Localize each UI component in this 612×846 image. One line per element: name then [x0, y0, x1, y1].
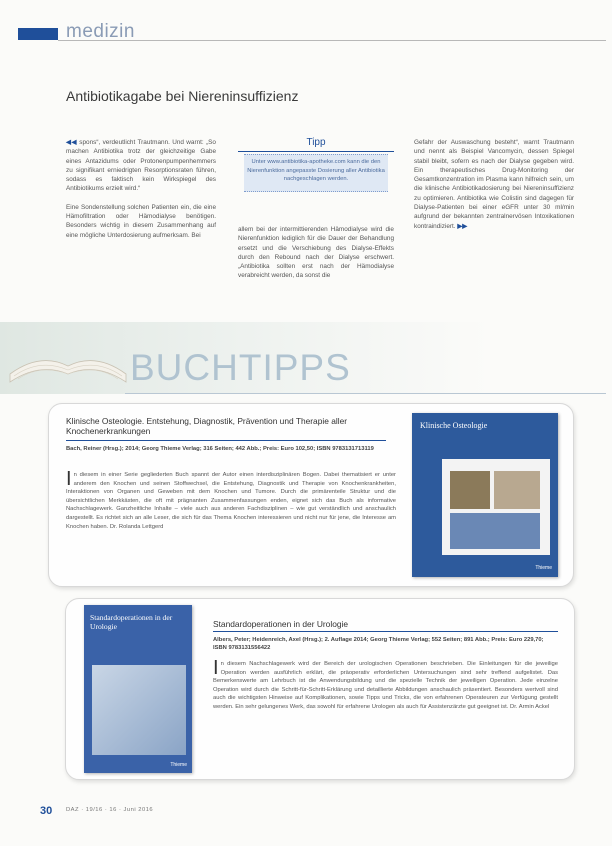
continuation-arrow-icon: ◀◀ [66, 139, 77, 146]
article-column-3 [414, 138, 574, 231]
review-author: Dr. Armin Ackel [510, 703, 550, 710]
section-title: medizin [66, 21, 135, 42]
page-number: 30 [40, 805, 53, 817]
book-title: Klinische Osteologie. Entstehung, Diagnostik, Prävention und Therapie aller Knochenerkrankungen [66, 416, 348, 436]
book-title: Standardoperationen in der Urologie [213, 619, 349, 629]
paragraph-text: spons“, verdeutlicht Trautmann. Und warnt: „So machen Antibiotika trotz der gleichzeitige Gabe eines Antazidums oder Protonenpumpenhemmers zu signifikant erniedrigten Resorptionsraten führen, sodass es faktisch kein Wirkspiegel des Antibiotikums erzielt wird.“ [66, 139, 216, 193]
dropcap: I [66, 468, 72, 490]
tipp-box: Unter www.antibiotika-apotheke.com kann die den Nierenfunktion angepasste Dosierung aller Antibiotika nachgeschlagen werden. [244, 154, 388, 192]
article-title: Antibiotikagabe bei Niereninsuffizienz [66, 88, 299, 104]
open-book-icon [0, 322, 130, 394]
article-column-1 [66, 138, 216, 249]
footer-text: DAZ · 19/16 · 16 · Juni 2016 [66, 807, 154, 813]
review-text: n diesem in einer Serie gegliederten Buch spannt der Autor einen interdisziplinären Bogen. Dabei thematisiert er unter anderem den Knochen und seinen Stoffwechsel, die Entstehung, Diagnostik und Therapie von Knochenkrankheiten, Interaktionen von Organen und Geweben mit dem Knochen und Tumore. Durch die primärenteile Struktur und die übersichtlichen Merkkästen, die oft mit prägnanten Zusammenfassungen enden, eignet sich das Buch als informative Nachschlagewerk. Ganzheitliche Inhalte – viele auch aus anderen Fachdisziplinen – wie gut verständlich und anschaulich dargestellt. Es richtet sich an alle Leser, die sich für das Thema Knochen interessieren und nicht nur für jene, die Interesse am Knochen haben. [66, 472, 396, 530]
book-title-divider [66, 440, 386, 441]
tipp-heading: Tipp [306, 137, 326, 148]
book-meta: Bach, Reiner (Hrsg.); 2014; Georg Thieme Verlag; 316 Seiten; 442 Abb.; Preis: Euro 102,50; ISBN 9783131713119 [66, 446, 374, 452]
book-cover-image [412, 413, 558, 577]
paragraph-text: Gefahr der Auswaschung besteht“, warnt Trautmann und nennt als Beispiel Vancomycin, dessen Spiegel stabil bleibt, sofern es nach der Dialyse gegeben wird. Ein therapeutisches Drug-Monitoring der Gesamtkonzentration im Plasma kann hilfreich sein, um die klinische Antibiotikadosierung bei Niereninsuffizienz zu optimieren. Antibiotika wie Colistin sind dagegen für Dialyse-Patienten bei einer eGFR unter 30 ml/min aufgrund der bekannten zentralnervösen Intoxikationen kontraindiziert. [414, 139, 574, 230]
cover-title: Standardoperationen in der Urologie [90, 613, 173, 631]
publisher-logo: Thieme [170, 762, 187, 768]
buchtipps-heading: BUCHTIPPS [130, 347, 351, 388]
paragraph [66, 138, 216, 194]
review-author: Dr. Rolanda Lettgerd [109, 523, 164, 530]
paragraph: Eine Sondenstellung solchen Patienten ein, die eine Hämofiltration oder Hämodialyse benötigen. Besonders wichtig in diesem Zusammenhang auf eine mögliche Unterdosierung aufmerksam. Bei [66, 203, 216, 239]
cover-photo [494, 471, 540, 509]
dropcap: I [213, 657, 219, 679]
cover-photo [450, 513, 540, 549]
publisher-logo: Thieme [535, 565, 552, 571]
book-cover-image [84, 605, 192, 773]
cover-title: Klinische Osteologie [420, 421, 488, 430]
book-meta: Albers, Peter; Heidenreich, Axel (Hrsg.); 2. Auflage 2014; Georg Thieme Verlag; 552 Seiten; 891 Abb.; Preis: Euro 229,70; ISBN 9783131556422 [213, 637, 544, 651]
book-review [213, 657, 558, 712]
review-text: n diesem Nachschlagewerk wird der Bereich der urologischen Operationen beschrieben. Die Einleitungen für die jeweilige Operation werden ausführlich erklärt, die präoperativ erforderlichen Untersuchungen sind sehr treffend aufgelistet. Das Bemerkenswerte am Lehrbuch ist die Anwendungsbildung und die spezielle Technik der jeweiligen Operation. Jede einzelne Operation wird durch die Schritt-für-Schritt-Erklärung und detaillierte Abbildungen anschaulich präsentiert. Besonders wertvoll sind auch die wichtigsten Hinweise auf Komplikationen, sowie Tipps und Tricks, die von erfahrenen Operateuren zur Verfügung gestellt werden. Ein sehr gelungenes Werk, das sowohl für erfahrene Urologen als auch für Assistenzärzte gut geeignet ist. [213, 661, 558, 710]
book-title-divider [213, 631, 558, 632]
book-review [66, 468, 396, 531]
banner-divider [125, 393, 606, 394]
article-column-2: allem bei der intermittierenden Hämodialyse wird die Nierenfunktion lediglich für die Dauer der Behandlung ersetzt und die Verschiebung des Dialyse-Effekts durch den Rebound nach der Dialyse erschwert. „Antibiotika sollten erst nach der Hämodialyse verabreicht werden, da sonst die [238, 226, 394, 280]
cover-photo [450, 471, 490, 509]
section-marker-bar [18, 28, 58, 40]
header-divider [58, 40, 606, 41]
tipp-divider [238, 151, 394, 152]
end-arrow-icon: ▶▶ [457, 222, 468, 230]
cover-photo [92, 665, 186, 755]
